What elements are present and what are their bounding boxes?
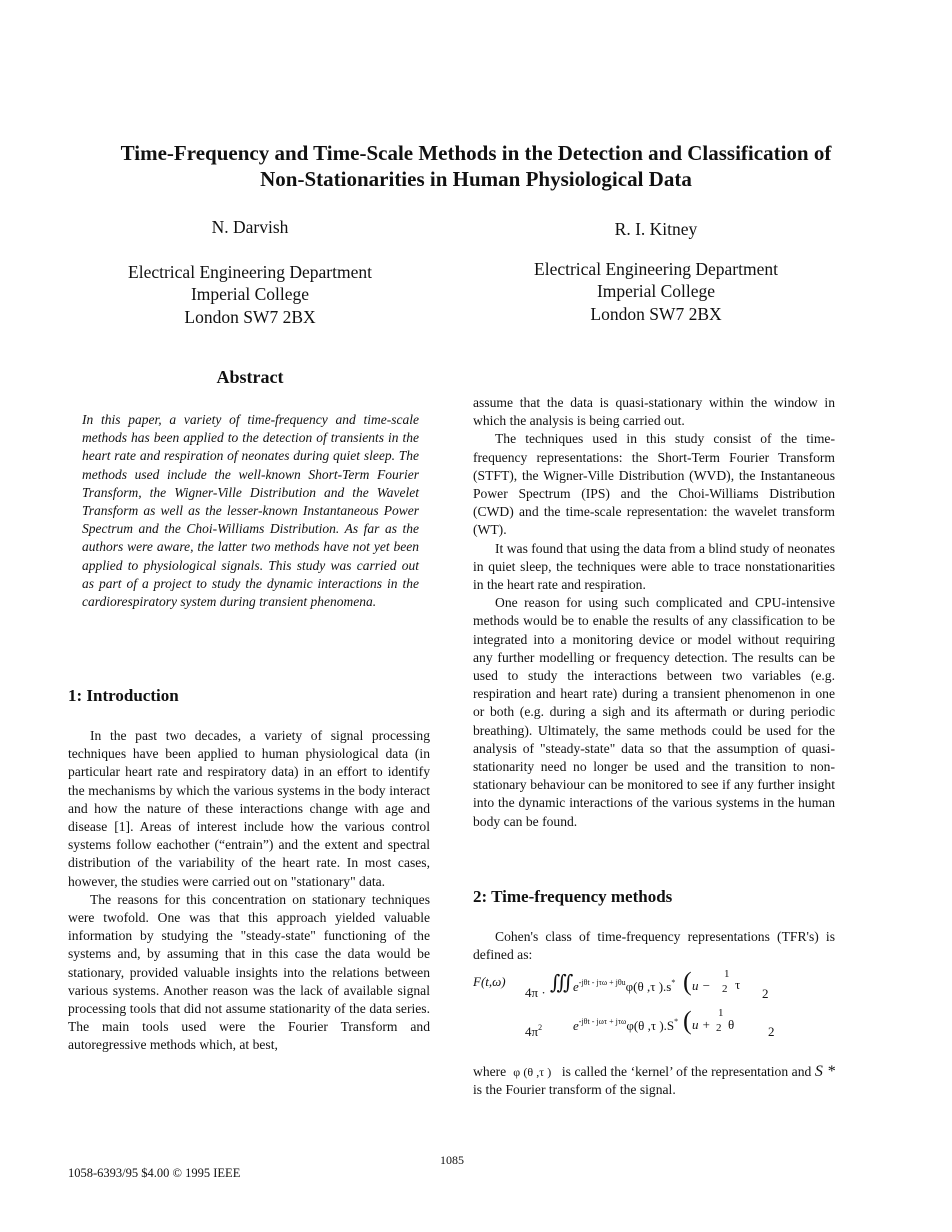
techniques-paragraph: The techniques used in this study consist of the time-frequency representations: the Short-Term Fourier Transform (STFT), the Wigner-Ville Distribution (WVD), the Instantaneous Power Spectrum (IPS) and the Choi-Williams Distribution (CWD) and the time-scale representation: the wavelet transform (WT). [473,431,835,538]
section-1-heading: 1: Introduction [68,686,179,705]
equation-1-left-paren: ( [683,967,692,996]
author-address: London SW7 2BX [184,306,316,327]
equation-1-integrand: $e^{-j\theta t - j\tau\omega + j\theta u}\varphi(\theta$ ,τ ).s* [573,978,676,994]
author-address: London SW7 2BX [590,303,722,324]
equation-2-number: 2 [768,1024,775,1039]
cohen-paragraph: Cohen's class of time-frequency representations (TFR's) is defined as: [473,929,835,963]
abstract-text: In this paper, a variety of time-frequency and time-scale methods has been applied to the detection of transients in the heart rate and respiration of neonates during quiet sleep. The methods used include the well-known Short-Term Fourier Transform, the Wigner-Ville Distribution and the Wavelet Transform as well as the lesser-known Instantaneous Power Spectrum and the Choi-Williams Distribution. As far as the authors were aware, the latter two methods have not yet been applied to physiological signals. This study was carried out as part of a project to study the dynamic interactions in the cardiorespiratory system during transient phenomena. [82,412,419,610]
kernel-symbol: φ (θ ,τ ) [513,1065,552,1079]
intro-paragraph-1: In the past two decades, a variety of signal processing techniques have been applied to human physiological data (in particular heart rate and respiratory data) in an effort to identify the mechanisms by which the various systems in the body interact and how the nature of these interactions change with age and disease [1]. Areas of interest include how the various control systems follow eachother (“entrain”) and the extent and spectral distribution of the variability of the heart rate. In most cases, however, the studies were carried out on "stationary" data. [68,728,430,889]
equation-2-fraction-num: 1 [718,1007,724,1019]
kernel-paragraph [473,1063,835,1099]
title-line-2: Non-Stationarities in Human Physiological Data [260,167,692,191]
section-2-intro [473,928,835,964]
equation-1-argument: u − [692,978,711,993]
author-name: N. Darvish [211,217,289,237]
paper-title [40,140,912,192]
right-column-body [473,394,835,831]
equation-2-left-paren: ( [683,1006,692,1035]
triple-integral-symbol: ∭ [550,972,574,994]
page-number: 1085 [440,1153,464,1167]
author-college: Imperial College [190,284,310,304]
kernel-text-a: where [473,1064,507,1079]
equation-2-variable: θ [728,1017,735,1032]
title-line-1: Time-Frequency and Time-Scale Methods in the Detection and Classification of [120,141,832,165]
author-2-block [506,218,806,325]
abstract-heading: Abstract [216,367,284,387]
fourier-symbol: S * [814,1063,835,1080]
left-column-body [68,727,430,1055]
equation-lhs: F(t,ω) [473,974,506,989]
copyright-footer: 1058-6393/95 $4.00 © 1995 IEEE [68,1166,241,1180]
author-1-block [100,216,400,328]
equation-1-variable: τ [735,977,741,992]
equation-1-fraction-den: 2 [722,983,728,995]
author-dept: Electrical Engineering Department [128,261,372,282]
kernel-text-b: is called the ‘kernel’ of the representation and [561,1064,812,1079]
section-2-heading: 2: Time-frequency methods [473,887,673,906]
equation-2-fraction-den: 2 [716,1022,722,1034]
equation-1-number: 2 [762,986,769,1001]
reason-paragraph: One reason for using such complicated and CPU-intensive methods would be to enable the results of any classification to be integrated into a monitoring device or model without requiring any further modelling or frequency detection. The results can be used to study the interactions between two variables (e.g. respiration and heart rate) during a transient phenomenon in one or both (e.g. during a sigh and its aftermath or during periodic breathing). Ultimately, the same methods could be used for the analysis of "steady-state" data so that the assumption of quasi-stationarity need no longer be used and the transition to non-stationary behaviour can be monitored to see if any further insight into the dynamic interactions of the various systems in the human body can be found. [473,595,835,829]
author-name: R. I. Kitney [614,219,698,239]
author-dept: Electrical Engineering Department [534,258,778,279]
equation-2-argument: u + [692,1017,711,1032]
kernel-text-c: is the Fourier transform of the signal. [473,1082,676,1098]
continued-paragraph: assume that the data is quasi-stationary within the window in which the analysis is being carried out. [473,395,835,429]
intro-paragraph-2: The reasons for this concentration on stationary techniques were twofold. One was that this approach yielded valuable information by studying the "steady-state" functioning of the systems and, by assuming that in this case the data would be stationary, provided valuable insights into the relations between various systems. Another reason was the lack of available signal processing tools that did not assume stationarity of the data series. The main tools used were the Fourier Transform and autoregressive methods which, at best, [68,891,430,1053]
equation-2-integrand: $e^{-j\theta t - j\omega\tau + j\tau\omega}\varphi(\theta$ ,τ ).S* [573,1017,679,1033]
equation-1-coefficient: 4π · [525,985,546,1000]
equation-1-fraction-num: 1 [724,968,730,980]
author-college: Imperial College [596,281,716,301]
equation-2-coefficient: $4\pi^2$ [525,1023,543,1039]
findings-paragraph: It was found that using the data from a blind study of neonates in quiet sleep, the techniques were able to trace nonstationarities in the heart rate and respiration. [473,540,835,593]
